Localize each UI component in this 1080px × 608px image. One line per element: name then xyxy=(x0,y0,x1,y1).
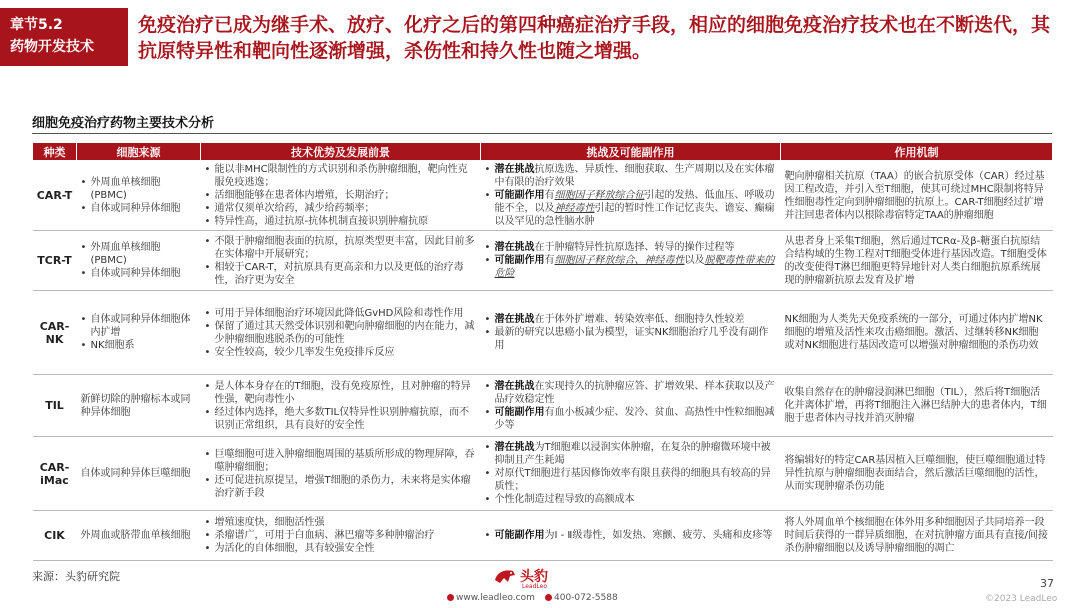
table-row xyxy=(33,511,1053,561)
row-advantages xyxy=(201,161,481,231)
page-number: 37 xyxy=(1040,577,1054,590)
table-row xyxy=(33,161,1053,231)
challenge-text: 为T细胞难以浸润实体肿瘤，在复杂的肿瘤微环境中被抑制且产生耗竭 xyxy=(494,442,771,466)
row-source xyxy=(77,291,201,375)
source-item: • 自体或同种异体细胞 xyxy=(81,202,197,215)
phone-icon xyxy=(545,594,552,601)
challenge-item xyxy=(485,441,777,467)
advantage-item: • 经过体内选择，绝大多数TIL仅特异性识别肿瘤抗原，而不识别正常组织，具有良好的安全性 xyxy=(205,406,477,432)
row-mechanism: 收集自然存在的肿瘤浸润淋巴细胞（TIL），然后将T细胞活化并离体扩增，再将T细胞注入淋巴结肿大的患者体内，T细胞于患者体内寻找并消灭肿瘤 xyxy=(781,375,1053,437)
source-item: • NK细胞系 xyxy=(81,339,197,352)
row-source: 外周血或脐带血单核细胞 xyxy=(77,511,201,561)
row-challenges xyxy=(481,511,781,561)
side-effect-emphasis: 细胞因子释放综合征 xyxy=(554,190,645,201)
advantage-item: • 巨噬细胞可进入肿瘤细胞周围的基质所形成的物理屏障，吞噬肿瘤细胞； xyxy=(205,448,477,474)
phone-text: 400-072-5588 xyxy=(554,593,618,603)
challenge-lead: 潜在挑战 xyxy=(494,314,535,325)
col-header-mechanism: 作用机制 xyxy=(781,143,1053,161)
challenge-text: 抗原选选、异质性、细胞获取、生产周期以及在实体瘤中有限的治疗效果 xyxy=(494,164,775,188)
row-type: CAR-NK xyxy=(33,291,77,375)
challenge-lead: 潜在挑战 xyxy=(494,442,535,453)
col-header-challenges: 挑战及可能副作用 xyxy=(481,143,781,161)
row-challenges xyxy=(481,291,781,375)
side-effect-text: 有 xyxy=(544,190,555,201)
side-effect-item xyxy=(485,189,777,228)
side-effect-emphasis: 脱靶毒性带来的危险 xyxy=(494,255,775,279)
row-challenges xyxy=(481,161,781,231)
advantage-item: • 安全性较高，较少几率发生免疫排斥反应 xyxy=(205,346,477,359)
row-challenges xyxy=(481,375,781,437)
row-challenges xyxy=(481,437,781,511)
row-mechanism: 从患者身上采集T细胞，然后通过TCRα-及β-糖蛋白抗原结合结构域的生物工程对T细胞受体进行基因改造。T细胞受体的改变使得T淋巴细胞更特异地针对人类白细胞抗原系统展现的肿瘤新抗原去发育及扩增 xyxy=(781,231,1053,291)
row-type: TIL xyxy=(33,375,77,437)
challenge-lead: 潜在挑战 xyxy=(494,164,535,175)
side-effect-item xyxy=(485,406,777,432)
technology-table xyxy=(32,142,1053,561)
advantage-item: • 是人体本身存在的T细胞，没有免疫原性，且对肿瘤的特异性强，靶向毒性小 xyxy=(205,380,477,406)
table-header-row xyxy=(33,143,1053,161)
row-source: 自体或同种异体巨噬细胞 xyxy=(77,437,201,511)
row-advantages xyxy=(201,231,481,291)
advantage-item: • 还可促进抗原提呈，增强T细胞的杀伤力，未来将是实体瘤治疗新手段 xyxy=(205,474,477,500)
row-mechanism: NK细胞为人类先天免疫系统的一部分，可通过体内扩增NK细胞的增殖及活性来攻击癌细胞。激活、过继转移NK细胞或对NK细胞进行基因改造可以增强对肿瘤细胞的杀伤功效 xyxy=(781,291,1053,375)
row-source xyxy=(77,161,201,231)
side-effect-emphasis: 神经毒性 xyxy=(554,203,595,214)
side-effect-text: 有 xyxy=(544,255,555,266)
footer-phone xyxy=(545,593,618,603)
row-mechanism: 将编辑好的特定CAR基因植入巨噬细胞，使巨噬细胞通过特异性抗原与肿瘤细胞表面结合，然后激活巨噬细胞的活性，从而实现肿瘤杀伤功能 xyxy=(781,437,1053,511)
table-title: 细胞免疫治疗药物主要技术分析 xyxy=(32,116,215,131)
advantage-item: • 相较于CAR-T，对抗原具有更高亲和力以及更低的治疗毒性，治疗更为安全 xyxy=(205,261,477,287)
side-effect-item xyxy=(485,529,777,542)
row-type: CAR-T xyxy=(33,161,77,231)
challenge-item xyxy=(485,380,777,406)
col-header-source: 细胞来源 xyxy=(77,143,201,161)
advantage-item: • 特异性高，通过抗原-抗体机制直接识别肿瘤抗原 xyxy=(205,215,477,228)
challenge-item: • 个性化制造过程导致的高额成本 xyxy=(485,493,777,506)
challenge-text: 在于肿瘤特异性抗原选择、转导的操作过程等 xyxy=(534,242,735,253)
advantage-item: • 不限于肿瘤细胞表面的抗原，抗原类型更丰富，因此目前多在实体瘤中开展研究； xyxy=(205,235,477,261)
table-row xyxy=(33,231,1053,291)
table-row xyxy=(33,291,1053,375)
website-text: www.leadleo.com xyxy=(456,593,535,603)
side-effect-lead: 可能副作用 xyxy=(494,406,545,418)
row-advantages xyxy=(201,437,481,511)
chapter-number: 章节5.2 xyxy=(10,17,63,33)
row-type-line: CAR- xyxy=(39,460,70,474)
row-source: 新鲜切除的肿瘤标本或同种异体细胞 xyxy=(77,375,201,437)
row-type xyxy=(33,437,77,511)
advantage-item: • 通常仅须单次给药，减少给药频率； xyxy=(205,202,477,215)
chapter-name: 药物开发技术 xyxy=(10,39,94,55)
source-item: • 外周血单核细胞(PBMC) xyxy=(81,176,197,202)
chapter-badge xyxy=(0,8,128,66)
challenge-item: • 最新的研究以患癌小鼠为模型，证实NK细胞治疗几乎没有副作用 xyxy=(485,326,777,352)
challenge-text: 在于体外扩增难、转染效率低、细胞持久性较差 xyxy=(534,314,745,325)
brand-logo-subtext: LeadLeo xyxy=(522,583,548,590)
challenge-lead: 潜在挑战 xyxy=(494,242,535,253)
side-effect-item xyxy=(485,254,777,280)
row-type-line: iMac xyxy=(40,473,69,487)
side-effect-lead: 可能副作用 xyxy=(494,190,545,201)
row-type: CIK xyxy=(33,511,77,561)
side-effect-text: 有血小板减少症、发冷、贫血、高热性中性粒细胞减少等 xyxy=(494,406,775,431)
challenge-item xyxy=(485,163,777,189)
advantage-item: • 增殖速度快，细胞活性强 xyxy=(205,516,477,529)
row-type: TCR-T xyxy=(33,231,77,291)
source-item: • 自体或同种异体细胞 xyxy=(81,267,197,280)
side-effect-text: 引起的暂时性工作记忆丧失、谵妄、癫痫以及罕见的急性脑水肿 xyxy=(494,203,775,227)
challenge-item xyxy=(485,241,777,254)
challenge-item: • 对原代T细胞进行基因修饰效率有限且获得的细胞具有较高的异质性； xyxy=(485,467,777,493)
advantage-item: • 能以非MHC限制性的方式识别和杀伤肿瘤细胞，靶向性克服免疫逃逸； xyxy=(205,163,477,189)
advantage-item: • 可用于异体细胞治疗环境因此降低GvHD风险和毒性作用 xyxy=(205,307,477,320)
leopard-logo-icon xyxy=(493,566,517,586)
row-mechanism: 靶向肿瘤相关抗原（TAA）的嵌合抗原受体（CAR）经过基因工程改造，并引入至T细胞，使其可绕过MHC限制将特异性细胞毒性定向到肿瘤细胞的抗原上。CAR-T细胞经过扩增并注回患者体内以根除毒宿特定TAA的肿瘤细胞 xyxy=(781,161,1053,231)
side-effect-lead: 可能副作用 xyxy=(494,530,545,541)
col-header-advantages: 技术优势及发展前景 xyxy=(201,143,481,161)
advantage-item: • 为活化的自体细胞，具有较强安全性 xyxy=(205,542,477,555)
side-effect-text: 引起的发热、低血压、呼吸功能不全，以及 xyxy=(494,190,775,214)
row-advantages xyxy=(201,375,481,437)
challenge-text: 在实现持久的抗肿瘤应答、扩增效果、样本获取以及产品疗效稳定性 xyxy=(494,380,775,405)
advantage-item: • 保留了通过其天然受体识别和靶向肿瘤细胞的内在能力，减少肿瘤细胞逃脱杀伤的可能性 xyxy=(205,320,477,346)
title-divider xyxy=(32,133,1052,134)
side-effect-text: 以及 xyxy=(684,255,705,266)
side-effect-emphasis: 细胞因子释放综合、神经毒性 xyxy=(554,255,685,266)
side-effect-lead: 可能副作用 xyxy=(494,255,545,266)
row-challenges xyxy=(481,231,781,291)
row-source xyxy=(77,231,201,291)
table-row xyxy=(33,375,1053,437)
source-item: • 自体或同种异体细胞体内扩增 xyxy=(81,313,197,339)
copyright: ©2023 LeadLeo xyxy=(985,594,1058,604)
footer-website[interactable] xyxy=(447,593,535,603)
brand-logo-text: 头豹 xyxy=(520,569,548,585)
source-item: • 外周血单核细胞(PBMC) xyxy=(81,241,197,267)
row-advantages xyxy=(201,291,481,375)
side-effect-text: 为Ⅰ - Ⅱ级毒性，如发热、寒颤、疲劳、头痛和皮疹等 xyxy=(544,530,773,541)
globe-icon xyxy=(447,594,454,601)
col-header-type: 种类 xyxy=(33,143,77,161)
challenge-item xyxy=(485,313,777,326)
advantage-item: • 活细胞能够在患者体内增殖，长期治疗； xyxy=(205,189,477,202)
challenge-lead: 潜在挑战 xyxy=(494,380,535,392)
advantage-item: • 杀瘤谱广，可用于白血病、淋巴瘤等多种肿瘤治疗 xyxy=(205,529,477,542)
table-row xyxy=(33,437,1053,511)
row-mechanism: 将人外周血单个核细胞在体外用多种细胞因子共同培养一段时间后获得的一群异质细胞，在对抗肿瘤方面具有直接/间接杀伤肿瘤细胞以及诱导肿瘤细胞的凋亡 xyxy=(781,511,1053,561)
page-headline: 免疫治疗已成为继手术、放疗、化疗之后的第四种癌症治疗手段，相应的细胞免疫治疗技术也在不断迭代，其抗原特异性和靶向性逐渐增强，杀伤性和持久性也随之增强。 xyxy=(138,14,1051,62)
source-note: 来源：头豹研究院 xyxy=(32,570,120,583)
row-advantages xyxy=(201,511,481,561)
